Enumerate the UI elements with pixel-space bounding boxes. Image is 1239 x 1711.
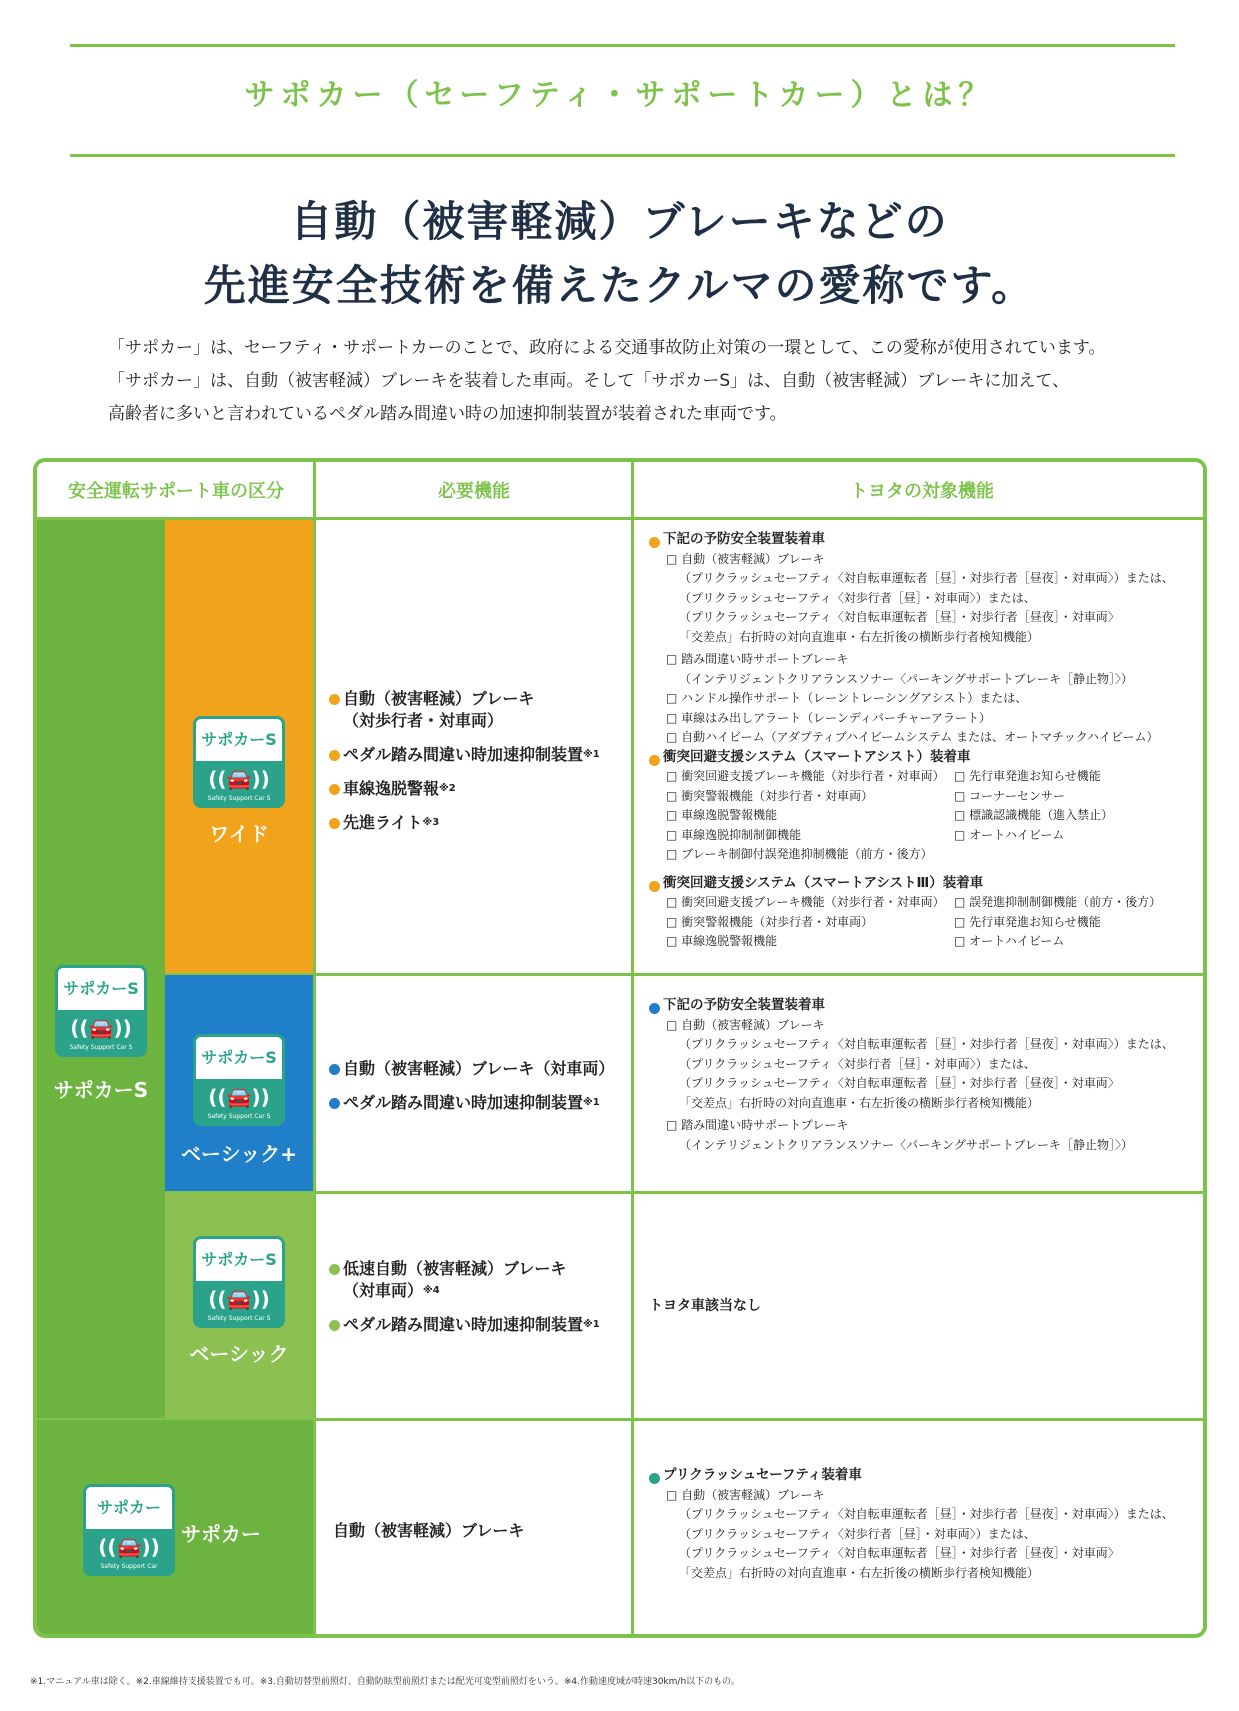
required-item: ペダル踏み間違い時加速抑制装置$^{※1}$ xyxy=(329,1314,625,1336)
basic-required xyxy=(329,1258,625,1348)
basic-plus-tier-label: ベーシック+ xyxy=(181,1142,297,1166)
banner-rule xyxy=(70,154,1175,157)
car-icon: ((🚘)) xyxy=(208,1287,270,1311)
car-icon: ((🚘)) xyxy=(208,767,270,791)
required-item: ペダル踏み間違い時加速抑制装置$^{※1}$ xyxy=(329,1092,625,1114)
divider xyxy=(165,973,1207,976)
top-rule xyxy=(70,44,1175,47)
toyota-group-title: 下記の予防安全装置装着車 xyxy=(649,996,1205,1016)
header-required: 必要機能 xyxy=(315,462,633,520)
intro-line: 「サポカー」は、自動（被害軽減）ブレーキを装着した車両。そして「サポカーS」は、自動（被害軽減）ブレーキに加えて、 xyxy=(108,371,1070,391)
sapocar-toyota: プリクラッシュセーフティ装着車 □ 自動（被害軽減）ブレーキ （プリクラッシュセーフティ〈対自転車運転者［昼］・対歩行者［昼夜］・対車両〉）または、 （プリクラッシュセーフティ〈対歩行者［昼］・対車両〉）または、 （プリクラッシュセーフティ〈対自転車運転者［昼］・対歩行者［昼夜］・対車両〉 「交差点」右折時の対向直進車・右左折後の横断歩行者検知機能） xyxy=(649,1466,1205,1583)
basic-plus-required xyxy=(329,1058,625,1126)
car-icon: ((🚘)) xyxy=(208,1085,270,1109)
toyota-group-title: プリクラッシュセーフティ装着車 xyxy=(649,1466,1205,1486)
headline xyxy=(0,190,1239,318)
wide-logo: サポカーS ((🚘)) Safety Support Car S xyxy=(193,716,285,808)
wide-tier-label: ワイド xyxy=(209,822,269,846)
basic-plus-logo: サポカーS ((🚘)) Safety Support Car S xyxy=(193,1034,285,1126)
footnote: ※1.マニュアル車は除く。※2.車線維持支援装置でも可。※3.自動切替型前照灯、自動防眩型前照灯または配光可変型前照灯をいう。※4.作動速度域が時速30km/h以下のもの。 xyxy=(30,1677,740,1687)
intro-text xyxy=(108,332,1168,431)
sapocar-logo: サポカー ((🚘)) Safety Support Car xyxy=(83,1484,175,1576)
sapocar-required: 自動（被害軽減）ブレーキ xyxy=(333,1521,525,1540)
required-item: 低速自動（被害軽減）ブレーキ （対車両）$^{※4}$ xyxy=(329,1258,625,1302)
car-icon: ((🚘)) xyxy=(70,1016,132,1040)
divider xyxy=(631,462,634,1638)
required-item: 自動（被害軽減）ブレーキ（対車両） xyxy=(329,1058,625,1080)
classification-table xyxy=(33,458,1207,1638)
header-toyota: トヨタの対象機能 xyxy=(633,462,1207,520)
required-item: ペダル踏み間違い時加速抑制装置$^{※1}$ xyxy=(329,744,625,766)
wide-required xyxy=(329,688,625,846)
required-item: 車線逸脱警報$^{※2}$ xyxy=(329,778,625,800)
toyota-group-title: 衝突回避支援システム（スマートアシストⅢ）装着車 xyxy=(649,874,1205,894)
headline-line-1: 自動（被害軽減）ブレーキなどの xyxy=(290,197,949,246)
basic-plus-toyota: 下記の予防安全装置装着車 □ 自動（被害軽減）ブレーキ （プリクラッシュセーフティ〈対自転車運転者［昼］・対歩行者［昼夜］・対車両〉）または、 （プリクラッシュセーフティ〈対歩行者［昼］・対車両〉）または、 （プリクラッシュセーフティ〈対自転車運転者［昼］・対歩行者［昼夜］・対車両〉 「交差点」右折時の対向直進車・右左折後の横断歩行者検知機能） □ 踏み間違い時サポートブレーキ （インテリジェントクリアランスソナー〈パーキングサポートブレーキ［静止物］〉） xyxy=(649,996,1205,1155)
required-item: 自動（被害軽減）ブレーキ （対歩行者・対車両） xyxy=(329,688,625,732)
intro-line: 「サポカー」は、セーフティ・サポートカーのことで、政府による交通事故防止対策の一環として、この愛称が使用されています。 xyxy=(108,338,1106,358)
sapocar-label: サポカー xyxy=(181,1522,261,1546)
divider xyxy=(165,1191,1207,1194)
basic-toyota: トヨタ車該当なし xyxy=(649,1298,761,1314)
sapocar-s-logo: サポカーS ((🚘)) Safety Support Car S xyxy=(55,965,147,1057)
toyota-group-title: 下記の予防安全装置装着車 xyxy=(649,530,1205,550)
banner-title: サポカー（セーフティ・サポートカー）とは？ xyxy=(244,78,995,113)
header-category: 安全運転サポート車の区分 xyxy=(37,462,315,520)
intro-line: 高齢者に多いと言われているペダル踏み間違い時の加速抑制装置が装着された車両です。 xyxy=(108,404,787,424)
required-item: 先進ライト$^{※3}$ xyxy=(329,812,625,834)
headline-line-2: 先進安全技術を備えたクルマの愛称です。 xyxy=(203,261,1036,310)
divider xyxy=(313,462,316,1638)
wide-toyota: 下記の予防安全装置装着車 □ 自動（被害軽減）ブレーキ （プリクラッシュセーフティ〈対自転車運転者［昼］・対歩行者［昼夜］・対車両〉）または、 （プリクラッシュセーフティ〈対歩行者［昼］・対車両〉）または、 （プリクラッシュセーフティ〈対自転車運転者［昼］・対歩行者［昼夜］・対車両〉 「交差点」右折時の対向直進車・右左折後の横断歩行者検知機能） □ 踏み間違い時サポートブレーキ （インテリジェントクリアランスソナー〈パーキングサポートブレーキ［静止物］〉） □ ハンドル操作サポート（レーントレーシングアシスト）または、 □ 車線はみ出しアラート（レーンディパーチャーアラート） □ 自動ハイビーム（アダプティブハイビームシステム または、オートマチックハイビーム） 衝突回避支援システム（スマートアシスト）装着車 □ 衝突回避支援ブレーキ機能（対歩行者・対車両） □ 先行車発進お知らせ機能 □ 衝突警報機能（対歩行者・対車両） □ コーナーセンサー □ 車線逸脱警報機能 □ 標識認識機能（進入禁止） □ 車線逸脱抑制制御機能 □ オートハイビーム □ ブレーキ制御付誤発進抑制機能（前方・後方） 衝突回避支援システム（スマートアシストⅢ）装着車 □ 衝突回避支援ブレーキ機能（対歩行者・対車両） □ 誤発進抑制制御機能（前方・後方） □ 衝突警報機能（対歩行者・対車両） □ 先行車発進お知らせ機能 □ 車線逸脱警報機能 □ オートハイビーム xyxy=(649,530,1205,952)
sapocar-s-label: サポカーS xyxy=(53,1078,149,1102)
basic-tier-label: ベーシック xyxy=(189,1342,289,1366)
car-icon: ((🚘)) xyxy=(98,1535,160,1559)
basic-logo: サポカーS ((🚘)) Safety Support Car S xyxy=(193,1236,285,1328)
toyota-group-title: 衝突回避支援システム（スマートアシスト）装着車 xyxy=(649,748,1205,768)
